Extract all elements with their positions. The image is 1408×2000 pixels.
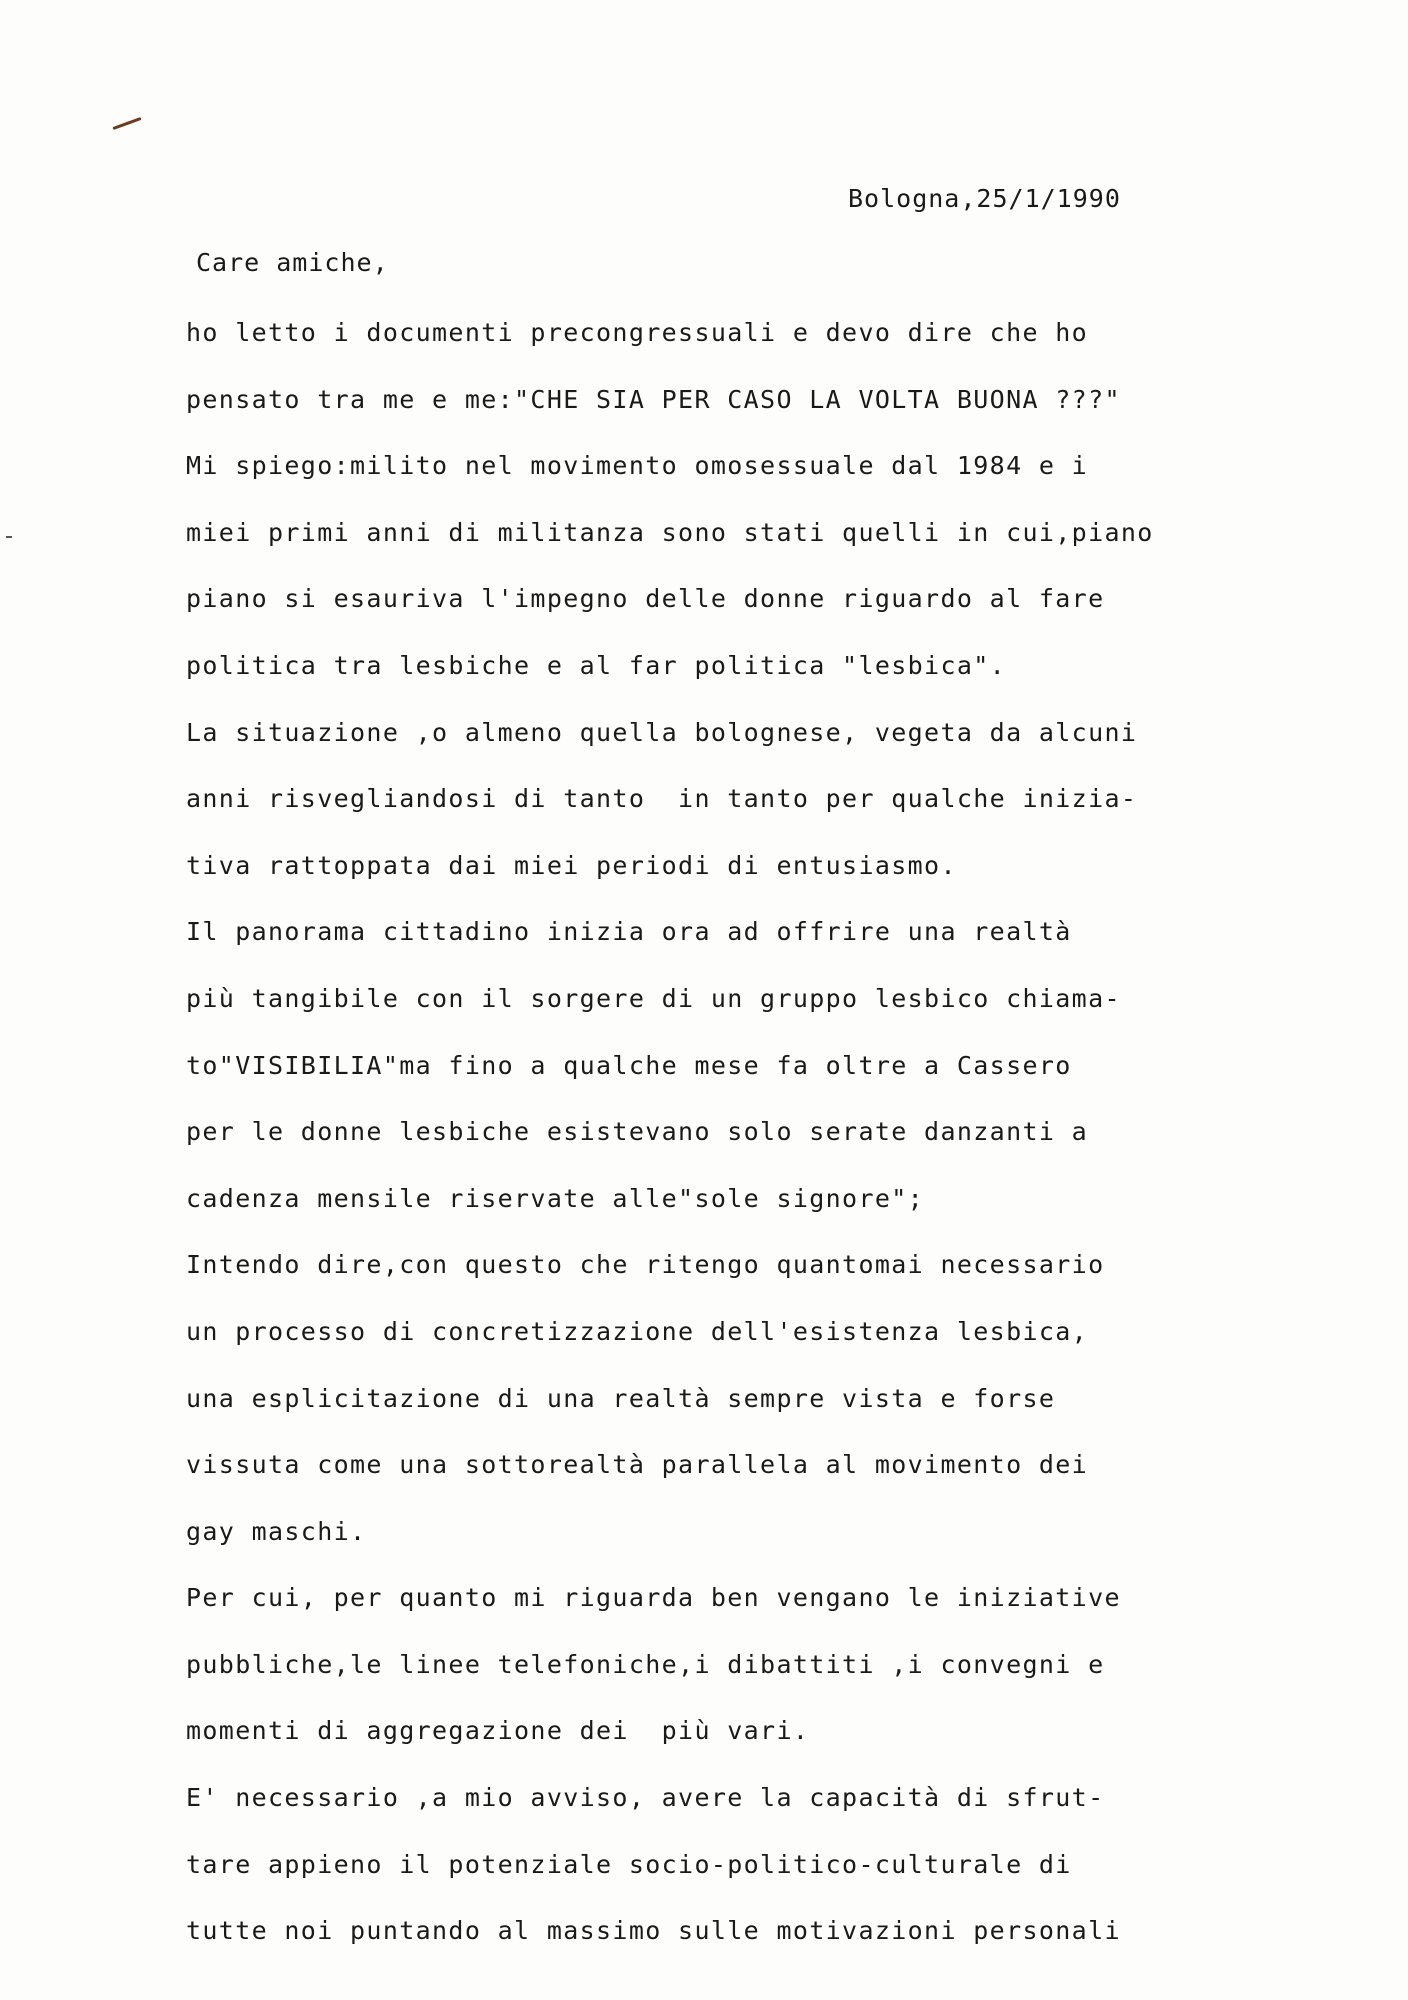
letter-line: più tangibile con il sorgere di un gruppo lesbico chiama- bbox=[186, 983, 1121, 1013]
letter-line: tutte noi puntando al massimo sulle motivazioni personali bbox=[186, 1916, 1121, 1946]
letter-line: per le donne lesbiche esistevano solo serate danzanti a bbox=[186, 1117, 1089, 1147]
letter-line: Mi spiego:milito nel movimento omosessuale dal 1984 e i bbox=[186, 451, 1089, 481]
margin-mark bbox=[6, 536, 12, 538]
letter-line: E' necessario ,a mio avviso, avere la capacità di sfrut- bbox=[186, 1783, 1105, 1813]
letter-line: Intendo dire,con questo che ritengo quantomai necessario bbox=[186, 1250, 1105, 1280]
letter-line: pubbliche,le linee telefoniche,i dibattiti ,i convegni e bbox=[186, 1649, 1105, 1679]
letter-line: un processo di concretizzazione dell'esistenza lesbica, bbox=[186, 1316, 1089, 1346]
letter-line: pensato tra me e me:"CHE SIA PER CASO LA VOLTA BUONA ???" bbox=[186, 384, 1121, 414]
letter-line: La situazione ,o almeno quella bolognese, vegeta da alcuni bbox=[186, 717, 1138, 747]
letter-line: Per cui, per quanto mi riguarda ben vengano le iniziative bbox=[186, 1583, 1121, 1613]
letter-line: tare appieno il potenziale socio-politico-culturale di bbox=[186, 1849, 1072, 1879]
letter-line: politica tra lesbiche e al far politica "lesbica". bbox=[186, 650, 1007, 680]
letter-line: ho letto i documenti precongressuali e devo dire che ho bbox=[186, 318, 1089, 347]
letter-line: momenti di aggregazione dei più vari. bbox=[186, 1716, 810, 1746]
letter-date: Bologna,25/1/1990 bbox=[848, 184, 1121, 213]
letter-body bbox=[186, 316, 1306, 1981]
letter-line: anni risvegliandosi di tanto in tanto per qualche inizia- bbox=[186, 784, 1138, 814]
letter-line: gay maschi. bbox=[186, 1516, 367, 1546]
letter-salutation: Care amiche, bbox=[196, 248, 389, 277]
letter-line: miei primi anni di militanza sono stati quelli in cui,piano bbox=[186, 517, 1154, 547]
letter-line: cadenza mensile riservate alle"sole signore"; bbox=[186, 1183, 925, 1213]
letter-line: Il panorama cittadino inizia ora ad offrire una realtà bbox=[186, 917, 1072, 947]
letter-line: to"VISIBILIA"ma fino a qualche mese fa oltre a Cassero bbox=[186, 1050, 1072, 1080]
pen-mark bbox=[112, 117, 141, 130]
letter-line: vissuta come una sottorealtà parallela al movimento dei bbox=[186, 1450, 1089, 1480]
letter-line: tiva rattoppata dai miei periodi di entusiasmo. bbox=[186, 850, 957, 880]
letter-line: una esplicitazione di una realtà sempre vista e forse bbox=[186, 1383, 1056, 1413]
letter-line: piano si esauriva l'impegno delle donne riguardo al fare bbox=[186, 584, 1105, 614]
